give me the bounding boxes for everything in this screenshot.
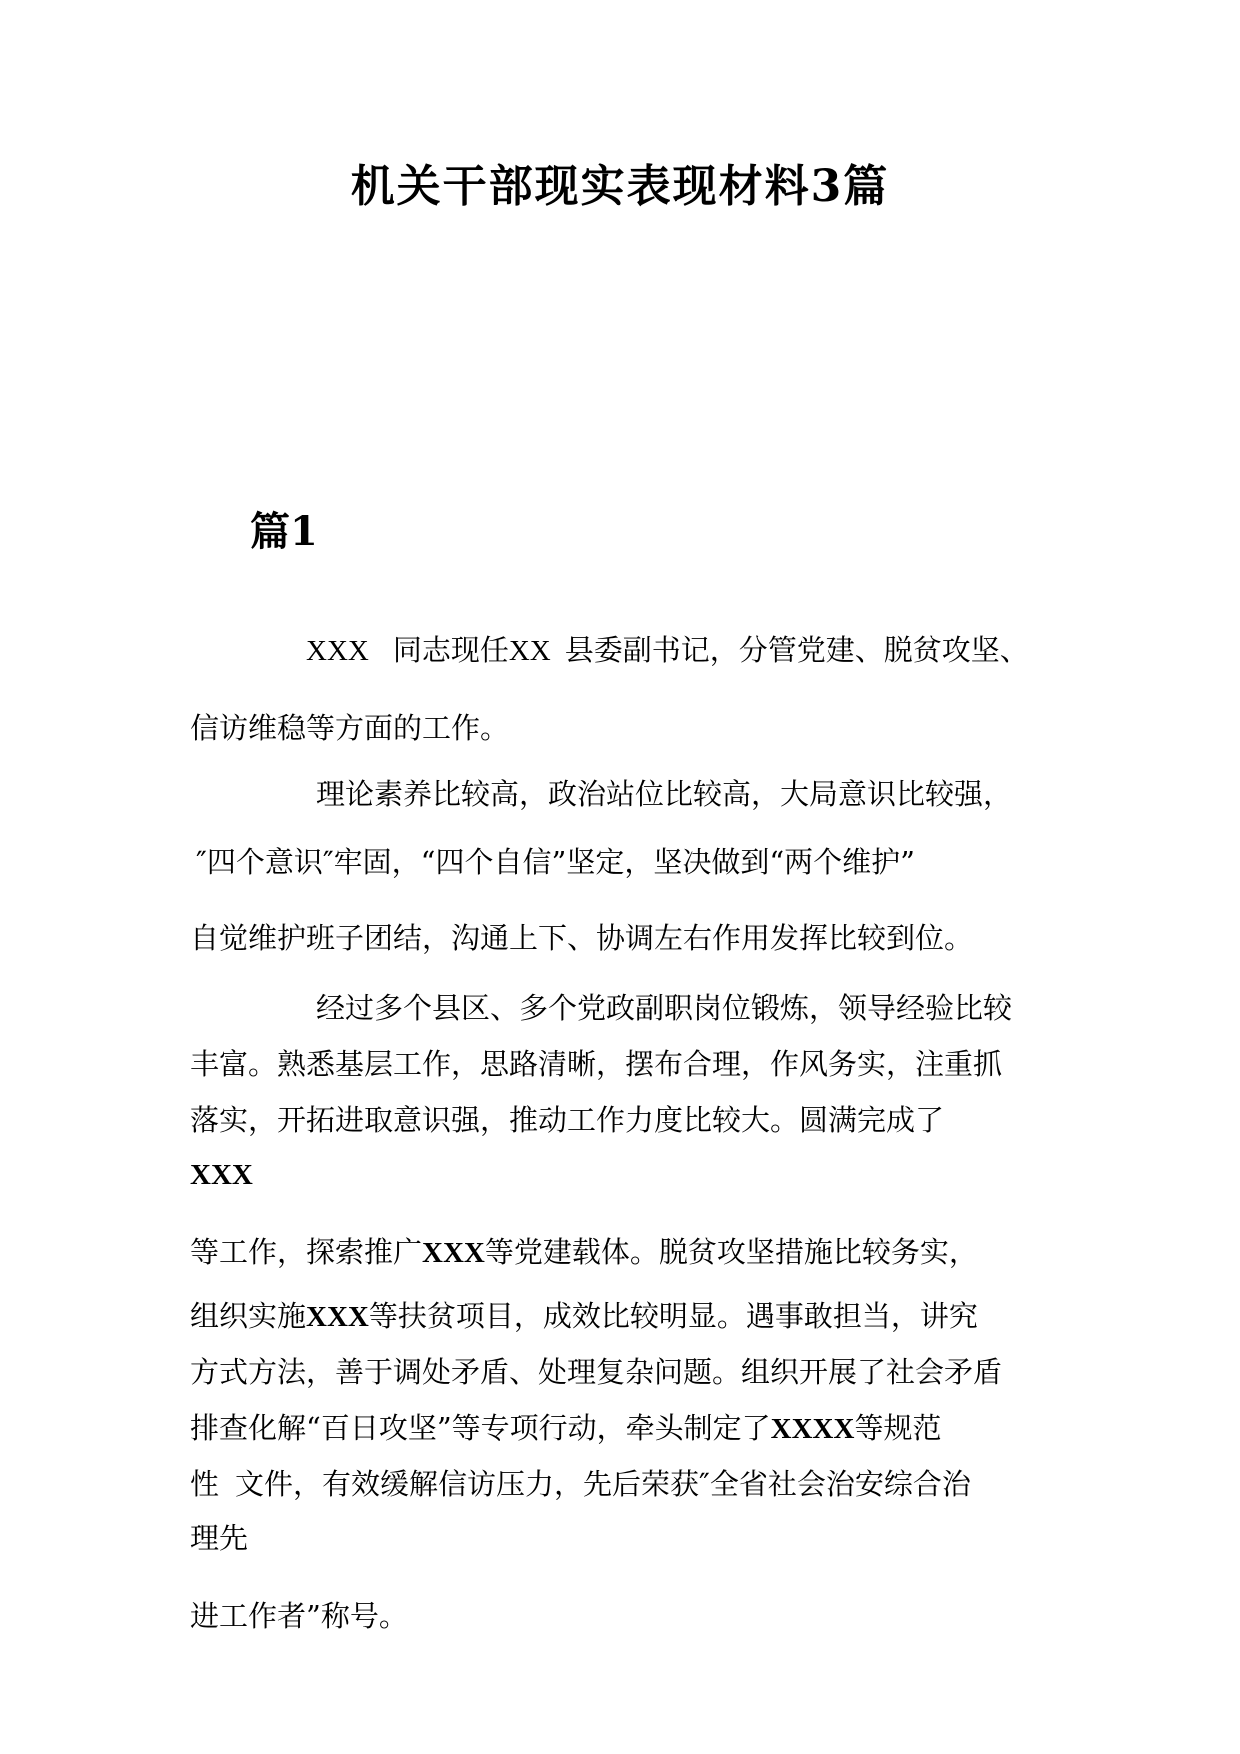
paragraph-3-line-6: 组织实施XXX等扶贫项目，成效比较明显。遇事敢担当，讲究 [190, 1299, 978, 1333]
paragraph-2-line-2: ″四个意识″牢固，“四个自信”坚定，坚决做到“两个维护” [196, 845, 915, 879]
paragraph-3-line-4: XXX [190, 1159, 253, 1191]
paragraph-1-line-2: 信访维稳等方面的工作。 [190, 711, 510, 745]
paragraph-3-line-3: 落实，开拓进取意识强，推动工作力度比较大。圆满完成了 [190, 1103, 945, 1137]
document-title: 机关干部现实表现材料3篇 [350, 161, 890, 212]
placeholder-name: XXX [306, 635, 369, 667]
paragraph-3-line-11: 进工作者”称号。 [190, 1599, 408, 1633]
paragraph-2-line-3: 自觉维护班子团结，沟通上下、协调左右作用发挥比较到位。 [190, 921, 974, 955]
paragraph-3-line-2: 丰富。熟悉基层工作，思路清晰，摆布合理，作风务实，注重抓 [190, 1047, 1003, 1081]
paragraph-3-line-5: 等工作，探索推广XXX等党建载体。脱贫攻坚措施比较务实， [190, 1235, 978, 1269]
paragraph-1-line-1: XXX 同志现任XX 县委副书记，分管党建、脱贫攻坚、 [306, 633, 1029, 667]
paragraph-3-line-8: 排查化解“百日攻坚”等专项行动，牵头制定了XXXX等规范 [190, 1411, 942, 1445]
paragraph-3-line-1: 经过多个县区、多个党政副职岗位锻炼，领导经验比较 [316, 991, 1013, 1025]
paragraph-3-line-7: 方式方法，善于调处矛盾、处理复杂问题。组织开展了社会矛盾 [190, 1355, 1003, 1389]
section-heading: 篇1 [250, 508, 318, 555]
paragraph-3-line-9: 性 文件，有效缓解信访压力，先后荣获″全省社会治安综合治 [190, 1467, 971, 1501]
paragraph-2-line-1: 理论素养比较高，政治站位比较高，大局意识比较强， [316, 777, 1013, 811]
paragraph-3-line-10: 理先 [190, 1521, 249, 1555]
